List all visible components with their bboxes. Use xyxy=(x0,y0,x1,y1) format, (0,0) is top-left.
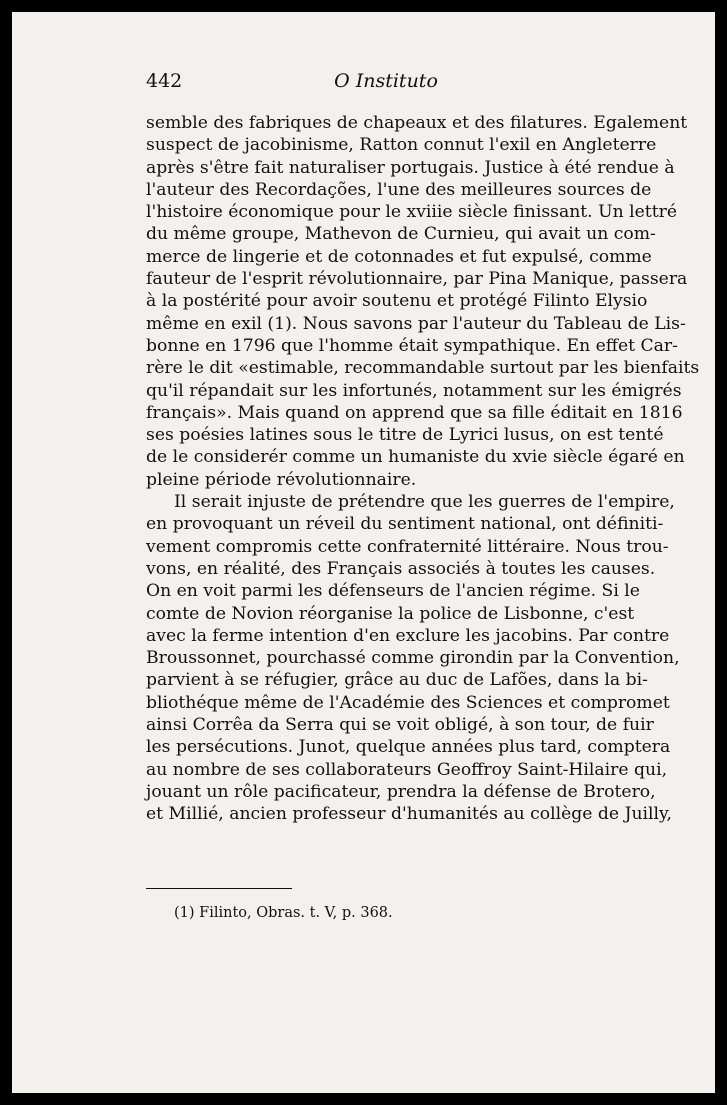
text-line: au nombre de ses collaborateurs Geoffroy Saint-Hilaire qui, xyxy=(146,759,668,780)
text-line: qu'il répandait sur les infortunés, notamment sur les émigrés xyxy=(146,380,682,401)
journal-title: O Instituto xyxy=(334,70,438,92)
text-line: pleine période révolutionnaire. xyxy=(146,469,417,490)
text-line: Il serait injuste de prétendre que les guerres de l'empire, xyxy=(174,492,675,513)
text-line: Broussonnet, pourchassé comme girondin par la Convention, xyxy=(146,648,680,669)
text-line: vons, en réalité, des Français associés à toutes les causes. xyxy=(146,558,656,579)
page-number: 442 xyxy=(146,70,183,92)
body-text xyxy=(146,112,700,826)
footnote-divider xyxy=(146,888,292,889)
text-line: l'histoire économique pour le xviiie siècle finissant. Un lettré xyxy=(146,202,677,223)
footnote: (1) Filinto, Obras. t. V, p. 368. xyxy=(174,905,393,921)
text-line: ainsi Corrêa da Serra qui se voit obligé, à son tour, de fuir xyxy=(146,715,654,736)
text-line: l'auteur des Recordações, l'une des meilleures sources de xyxy=(146,179,652,200)
text-line: avec la ferme intention d'en exclure les jacobins. Par contre xyxy=(146,625,670,646)
text-line: ses poésies latines sous le titre de Lyrici lusus, on est tenté xyxy=(146,425,664,446)
text-line: parvient à se réfugier, grâce au duc de Lafões, dans la bi- xyxy=(146,670,648,691)
text-line: jouant un rôle pacificateur, prendra la défense de Brotero, xyxy=(146,781,656,802)
text-line: vement compromis cette confraternité littéraire. Nous trou- xyxy=(146,536,669,557)
text-line: comte de Novion réorganise la police de Lisbonne, c'est xyxy=(146,603,635,624)
text-line: et Millié, ancien professeur d'humanités au collège de Juilly, xyxy=(146,804,672,825)
text-line: rère le dit «estimable, recommandable surtout par les bienfaits xyxy=(146,358,700,379)
text-line: les persécutions. Junot, quelque années plus tard, comptera xyxy=(146,737,671,758)
text-line: bliothéque même de l'Académie des Sciences et compromet xyxy=(146,692,670,713)
text-line: du même groupe, Mathevon de Curnieu, qui avait un com- xyxy=(146,224,656,245)
running-header xyxy=(146,70,626,100)
text-line: merce de lingerie et de cotonnades et fut expulsé, comme xyxy=(146,246,652,267)
paragraph-1 xyxy=(146,112,700,491)
text-line: suspect de jacobinisme, Ratton connut l'exil en Angleterre xyxy=(146,135,657,156)
text-line: en provoquant un réveil du sentiment national, ont définiti- xyxy=(146,514,664,535)
paragraph-2 xyxy=(146,491,680,825)
text-line: bonne en 1796 que l'homme était sympathique. En effet Car- xyxy=(146,335,678,356)
text-line: même en exil (1). Nous savons par l'auteur du Tableau de Lis- xyxy=(146,313,686,334)
text-line: après s'être fait naturaliser portugais. Justice à été rendue à xyxy=(146,157,675,178)
text-line: à la postérité pour avoir soutenu et protégé Filinto Elysio xyxy=(146,291,648,312)
book-page xyxy=(12,12,715,1093)
text-line: semble des fabriques de chapeaux et des filatures. Egalement xyxy=(146,113,688,133)
text-line: On en voit parmi les défenseurs de l'ancien régime. Si le xyxy=(146,581,640,602)
text-line: fauteur de l'esprit révolutionnaire, par Pina Manique, passera xyxy=(146,269,688,290)
text-line: français». Mais quand on apprend que sa fille éditait en 1816 xyxy=(146,402,683,423)
text-line: de le considerér comme un humaniste du xvie siècle égaré en xyxy=(146,447,685,468)
